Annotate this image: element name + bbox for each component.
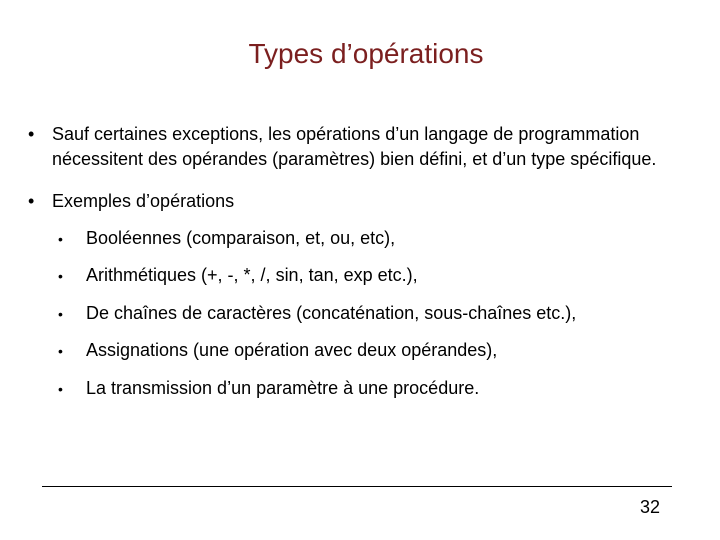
bullet-text: Sauf certaines exceptions, les opérations d’un langage de programmation nécessitent des opérandes (paramètres) bien défini, et d’un type spécifique.: [52, 124, 657, 169]
bullet-item: [28, 189, 688, 400]
sub-bullet-item: [58, 263, 688, 287]
footer-divider: [42, 486, 672, 487]
sub-bullet-text: Booléennes (comparaison, et, ou, etc),: [86, 227, 396, 248]
bullet-icon: •: [58, 268, 63, 284]
sub-bullet-item: [58, 338, 688, 362]
bullet-icon: •: [58, 305, 63, 322]
bullet-icon: •: [58, 380, 63, 397]
bullet-icon: •: [28, 124, 35, 144]
sub-bullet-text: De chaînes de caractères (concaténation, sous-chaînes etc.),: [86, 302, 577, 323]
bullet-text: Exemples d’opérations: [52, 191, 235, 211]
bullet-icon: •: [58, 230, 63, 247]
bullet-icon: •: [58, 343, 63, 359]
sub-bullet-text: La transmission d’un paramètre à une procédure.: [86, 377, 480, 398]
sub-bullet-item: [58, 226, 688, 250]
slide-title: Types d’opérations: [248, 38, 484, 69]
bullet-icon: •: [28, 191, 35, 211]
bullet-item: [28, 122, 688, 171]
sub-bullet-text: Arithmétiques (+, -, *, /, sin, tan, exp etc.),: [86, 265, 418, 285]
sub-bullet-list: [52, 226, 688, 400]
bullet-list: [28, 122, 688, 418]
sub-bullet-text: Assignations (une opération avec deux opérandes),: [86, 340, 498, 360]
sub-bullet-item: [58, 301, 688, 325]
sub-bullet-item: [58, 376, 688, 400]
page-number: 32: [639, 497, 660, 517]
